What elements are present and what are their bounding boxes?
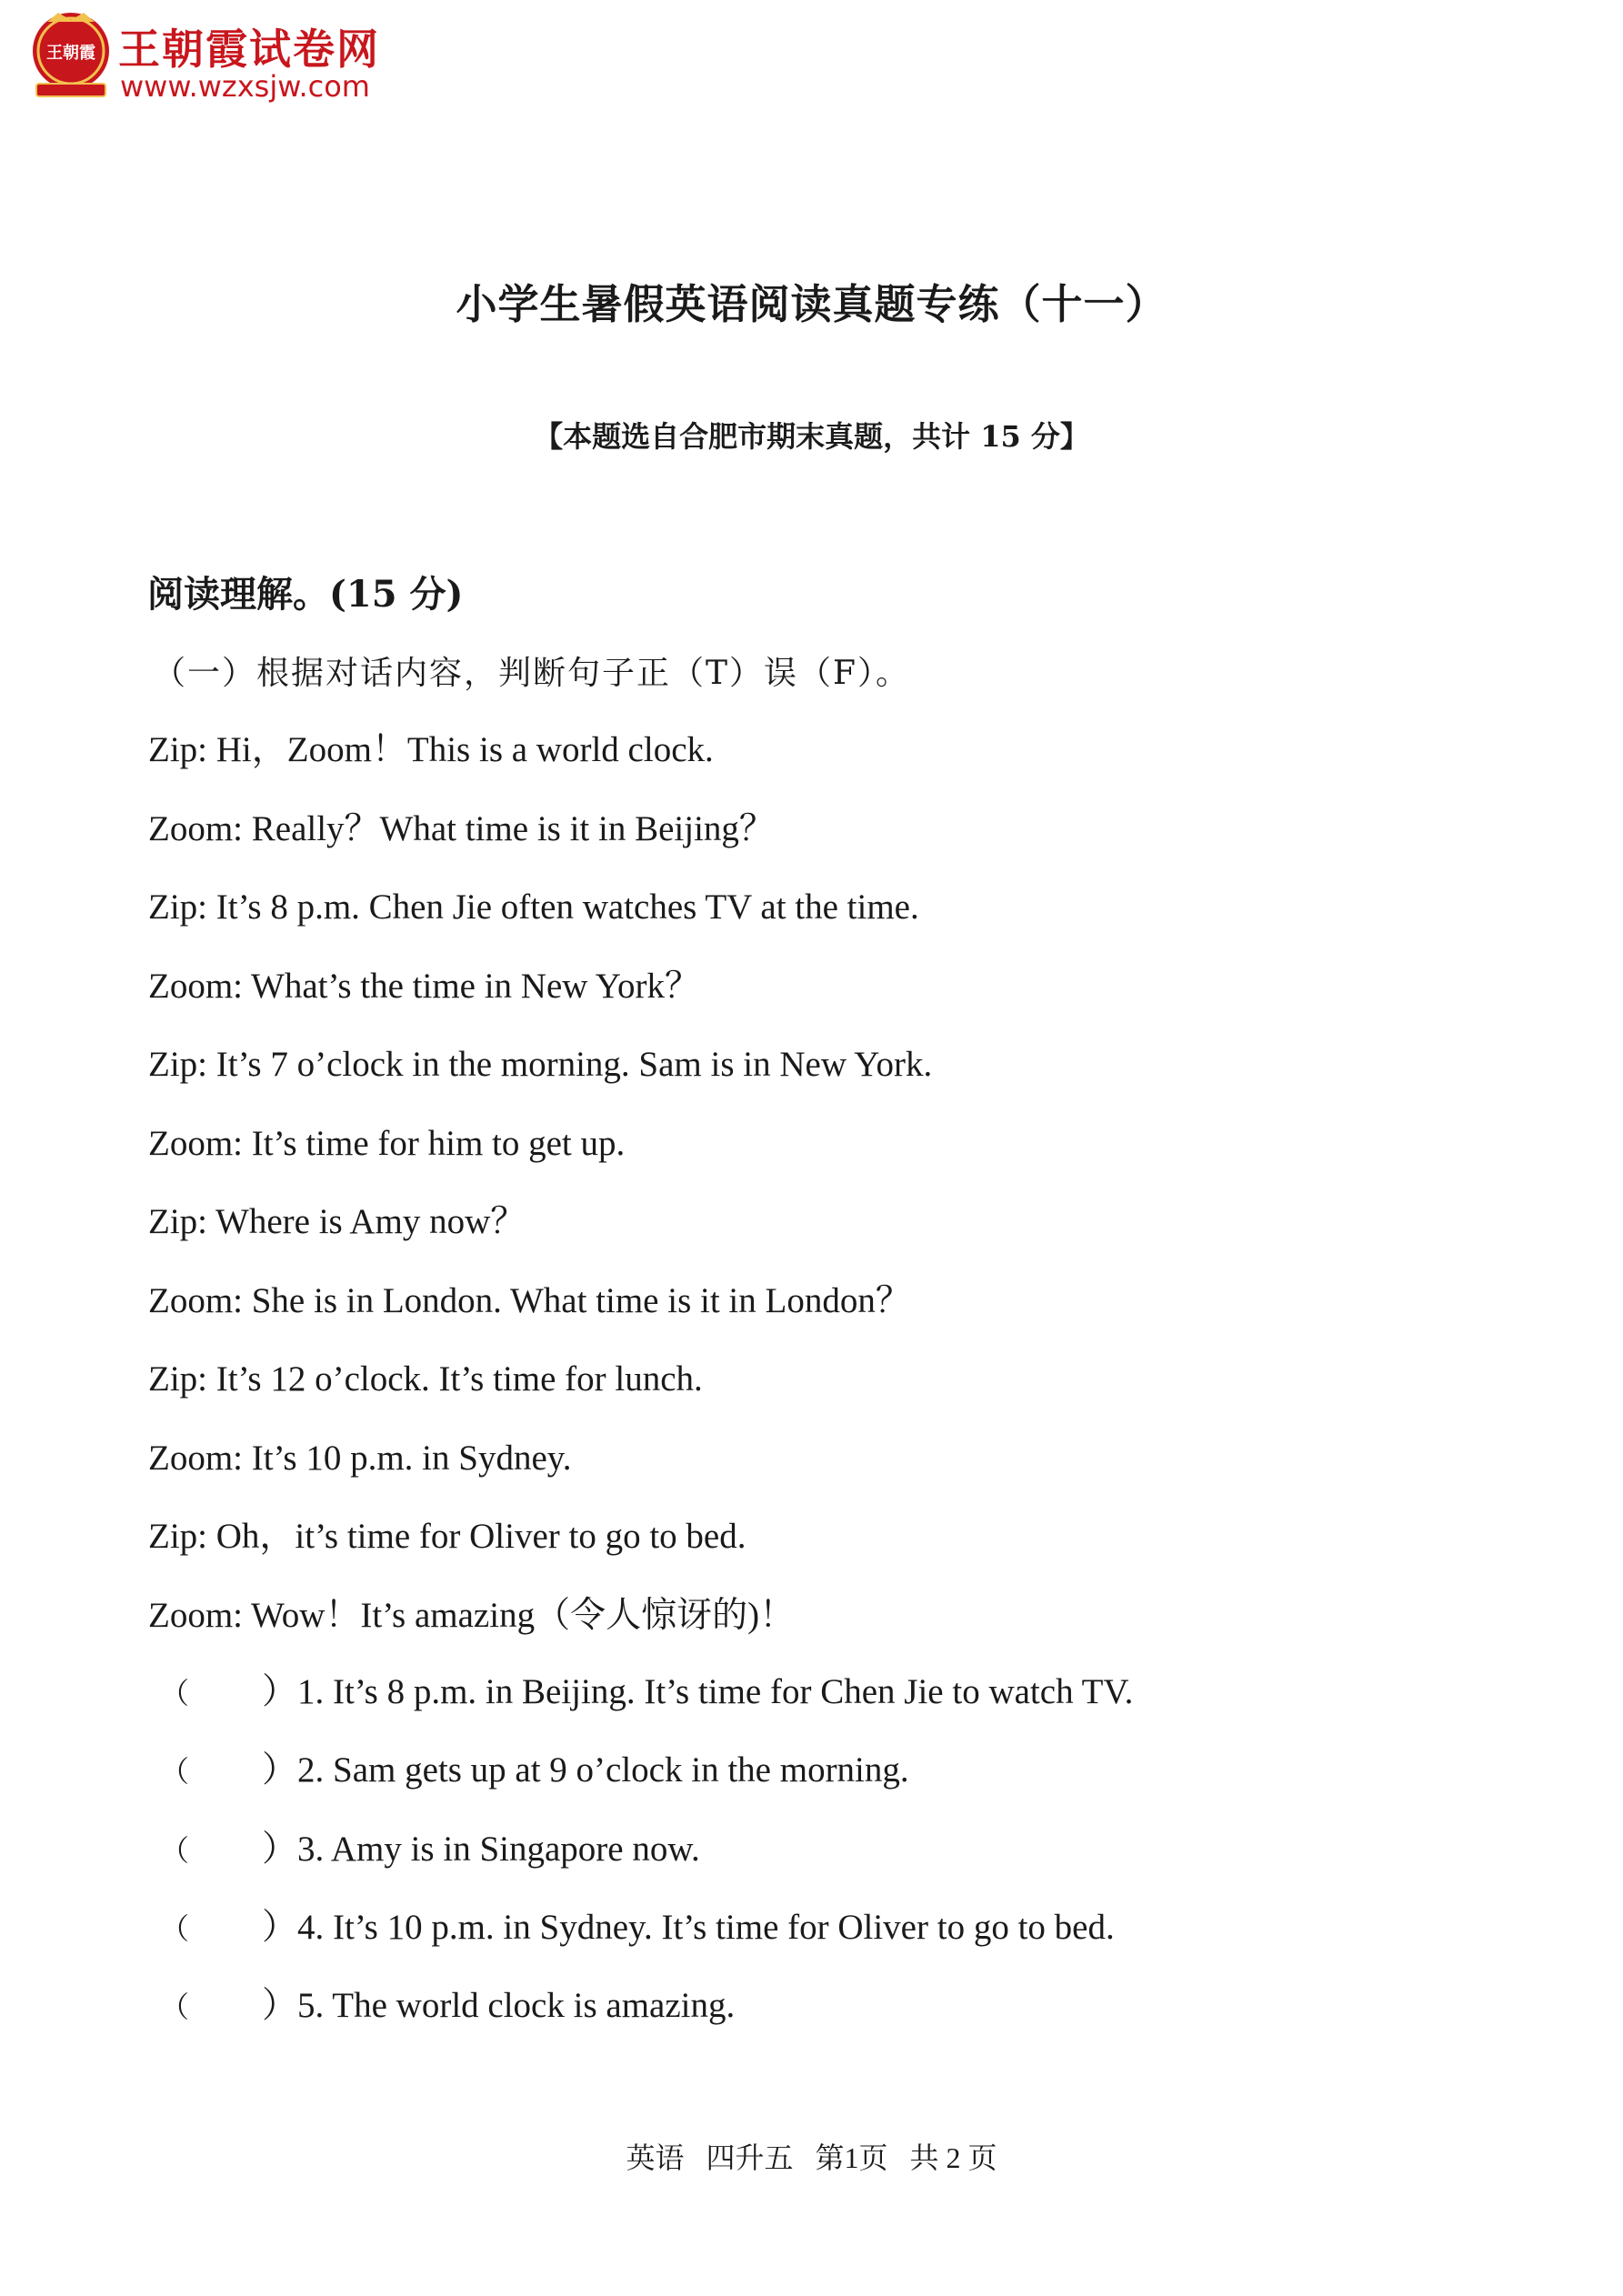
dialogue-line: Zip: Where is Amy now？ xyxy=(148,1202,526,1241)
site-logo xyxy=(25,9,407,105)
dialogue-line: Zoom: It’s time for him to get up. xyxy=(148,1123,626,1163)
dialogue-line: Zip: It’s 8 p.m. Chen Jie often watches TV at the time. xyxy=(148,887,919,927)
section-heading: 阅读理解。(15 分) xyxy=(147,573,464,616)
page-footer: 英语 四升五 第1页 共 2 页 xyxy=(626,2141,997,2174)
question-text: ）5. The world clock is amazing. xyxy=(262,1986,736,2026)
dialogue-line: Zip: Oh，it’s time for Oliver to go to bed. xyxy=(148,1517,746,1556)
answer-blank[interactable]: （ xyxy=(160,1833,190,1867)
brand-url[interactable]: www.wzxsjw.com xyxy=(120,69,370,104)
dialogue-line: Zip: Hi，Zoom！This is a world clock. xyxy=(148,730,714,769)
dialogue-line: Zip: It’s 7 o’clock in the morning. Sam is in New York. xyxy=(148,1045,933,1084)
answer-blank[interactable]: （ xyxy=(160,1755,190,1789)
question-item xyxy=(160,1743,1133,1821)
answer-blank[interactable]: （ xyxy=(160,1677,190,1709)
dialogue-line: Zoom: Really？What time is it in Beijing？ xyxy=(148,808,775,848)
answer-blank[interactable]: （ xyxy=(160,1990,190,2024)
logo-text: 王朝霞 xyxy=(46,44,95,63)
question-item xyxy=(160,1979,1133,2057)
question-item xyxy=(160,1665,1133,1743)
question-item xyxy=(160,1900,1133,1979)
dialogue xyxy=(148,723,932,1667)
dialogue-line: Zoom: What’s the time in New York？ xyxy=(148,966,700,1006)
page-title: 小学生暑假英语阅读真题专练（十一） xyxy=(456,280,1167,328)
dialogue-line: Zoom: She is in London. What time is it in London？ xyxy=(148,1280,911,1320)
dialogue-line: Zoom: Wow！It’s amazing（令人惊讶的)！ xyxy=(148,1595,796,1635)
logo-badge-icon xyxy=(25,9,116,100)
question-text: ）1. It’s 8 p.m. in Beijing. It’s time for Chen Jie to watch TV. xyxy=(262,1672,1134,1711)
question-item xyxy=(160,1822,1133,1900)
question-text: ）4. It’s 10 p.m. in Sydney. It’s time for Oliver to go to bed. xyxy=(262,1907,1115,1947)
question-text: ）2. Sam gets up at 9 o’clock in the morning. xyxy=(262,1750,909,1790)
dialogue-line: Zip: It’s 12 o’clock. It’s time for lunch. xyxy=(148,1359,703,1399)
instruction: （一）根据对话内容，判断句子正（T）误（F）。 xyxy=(153,655,910,692)
dialogue-line: Zoom: It’s 10 p.m. in Sydney. xyxy=(148,1438,572,1478)
brand-name: 王朝霞试卷网 xyxy=(118,25,380,74)
question-list xyxy=(160,1665,1133,2057)
answer-blank[interactable]: （ xyxy=(160,1911,190,1945)
question-text: ）3. Amy is in Singapore now. xyxy=(262,1829,700,1869)
page-subtitle: 【本题选自合肥市期末真题，共计 15 分】 xyxy=(534,419,1089,454)
